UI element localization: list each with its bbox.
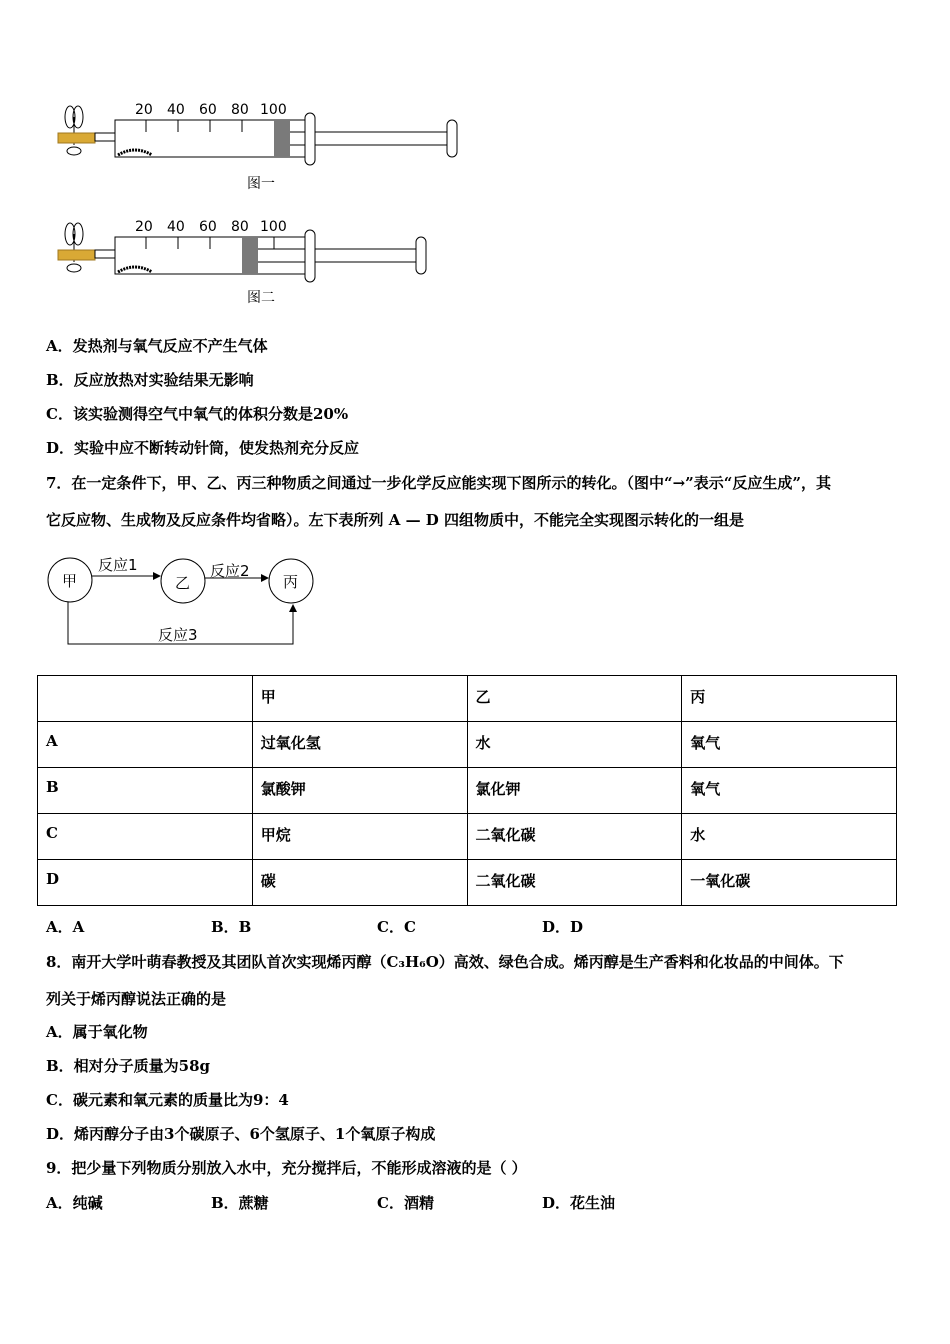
svg-text:100: 100 [260,102,287,118]
table-cell: 氯酸钾 [252,768,467,814]
table-cell: 二氧化碳 [467,860,682,906]
q7-option-c: C．C [377,918,416,936]
reaction-3-label: 反应3 [158,626,198,644]
syringe-figures [50,95,470,310]
q8-option-a: A．属于氧化物 [46,1023,148,1041]
table-cell: 碳 [252,860,467,906]
q8-option-c: C．碳元素和氧元素的质量比为9：4 [46,1091,289,1109]
q9-option-c: C．酒精 [377,1194,434,1212]
table-cell: 氧气 [682,768,897,814]
table-cell: 一氧化碳 [682,860,897,906]
q8-option-b: B．相对分子质量为58g [46,1057,211,1075]
figure-2-label: 图二 [247,290,275,306]
q7-option-a: A．A [46,918,85,936]
table-cell: 过氧化氢 [252,722,467,768]
svg-text:40: 40 [167,219,185,235]
svg-text:20: 20 [135,219,153,235]
q6-option-d: D．实验中应不断转动针筒，使发热剂充分反应 [46,439,360,457]
q9-option-d: D．花生油 [542,1194,616,1212]
svg-text:80: 80 [231,102,249,118]
table-row [38,722,897,768]
q8-option-d: D．烯丙醇分子由3个碳原子、6个氢原子、1个氧原子构成 [46,1125,436,1143]
table-cell: B [38,768,253,814]
node-bing: 丙 [283,573,299,591]
table-row [38,768,897,814]
table-cell: 水 [467,722,682,768]
table-cell: 水 [682,814,897,860]
svg-text:100: 100 [260,219,287,235]
q9-stem: 9．把少量下列物质分别放入水中，充分搅拌后，不能形成溶液的是（ ） [46,1159,527,1177]
q8-stem-line1: 8．南开大学叶萌春教授及其团队首次实现烯丙醇（C₃H₆O）高效、绿色合成。烯丙醇是生产香料和化妆品的中间体。下 [46,953,844,971]
table-cell: 二氧化碳 [467,814,682,860]
q6-option-b: B．反应放热对实验结果无影响 [46,371,254,389]
table-cell: 氧气 [682,722,897,768]
svg-text:60: 60 [199,102,217,118]
q6-option-c: C．该实验测得空气中氧气的体积分数是20% [46,405,349,423]
syringe-figure-1 [58,102,457,192]
svg-text:60: 60 [199,219,217,235]
syringe-figure-2 [58,219,426,306]
table-cell [38,676,253,722]
q9-option-b: B．蔗糖 [211,1194,269,1212]
q8-stem-line2: 列关于烯丙醇说法正确的是 [46,990,227,1008]
table-row [38,814,897,860]
table-cell: A [38,722,253,768]
table-row [38,860,897,906]
q7-table [37,675,897,906]
q7-stem-line2: 它反应物、生成物及反应条件均省略）。左下表所列 A — D 四组物质中，不能完全实现图示转化的一组是 [46,511,745,529]
svg-text:80: 80 [231,219,249,235]
table-cell: 氯化钾 [467,768,682,814]
q7-option-b: B．B [211,918,252,936]
node-yi: 乙 [175,574,191,592]
q6-option-a: A．发热剂与氧气反应不产生气体 [46,337,268,355]
q7-stem-line1: 7．在一定条件下，甲、乙、丙三种物质之间通过一步化学反应能实现下图所示的转化。（图中“→”表示“反应生成”，其 [46,474,832,492]
table-cell: 甲 [252,676,467,722]
svg-text:40: 40 [167,102,185,118]
table-cell: D [38,860,253,906]
table-cell: C [38,814,253,860]
node-jia: 甲 [62,572,78,590]
table-cell: 乙 [467,676,682,722]
table-header-row [38,676,897,722]
figure-1-label: 图一 [247,176,275,192]
table-cell: 丙 [682,676,897,722]
table-cell: 甲烷 [252,814,467,860]
q7-option-d: D．D [542,918,584,936]
reaction-2-label: 反应2 [210,562,250,580]
q9-option-a: A．纯碱 [46,1194,103,1212]
reaction-diagram [40,550,330,650]
scale-label: 20 [135,102,153,118]
reaction-1-label: 反应1 [98,556,138,574]
